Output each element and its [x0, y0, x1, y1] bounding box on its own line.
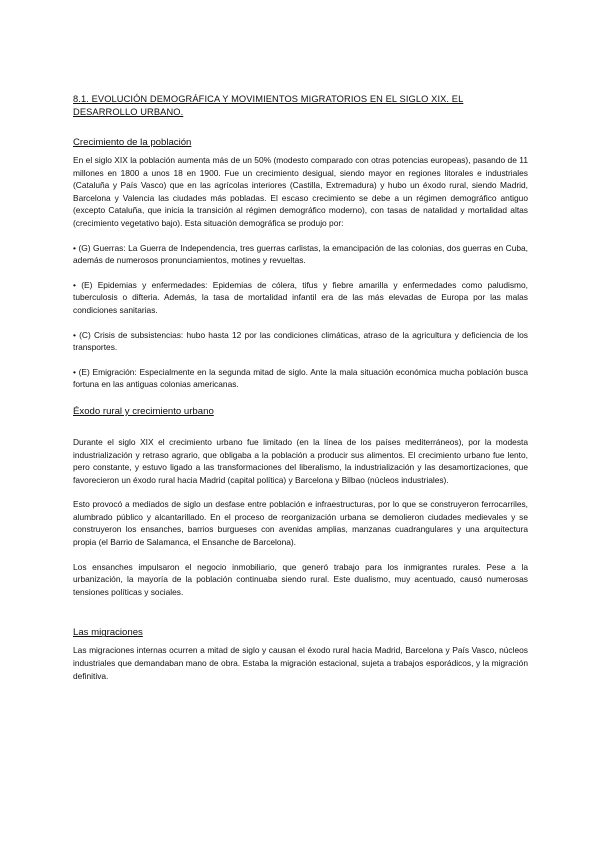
paragraph-wars: • (G) Guerras: La Guerra de Independencia, tres guerras carlistas, la emancipación de las colonias, dos guerras en Cuba, además de numerosos pronunciamientos, motines y revueltas. [73, 242, 528, 266]
document-title: 8.1. EVOLUCIÓN DEMOGRÁFICA Y MOVIMIENTOS MIGRATORIOS EN EL SIGLO XIX. EL DESARROLLO URBANO. [73, 94, 464, 117]
section-heading-migrations: Las migraciones [73, 627, 143, 639]
section-heading-population: Crecimiento de la población [73, 137, 192, 148]
section-heading-rural-exodus: Éxodo rural y crecimiento urbano [73, 405, 214, 417]
paragraph-urban-growth: Durante el siglo XIX el crecimiento urbano fue limitado (en la línea de los países mediterráneos), por la modesta industrialización y retraso agrario, que obligaba a la población a producir sus alimentos. El crecimiento urbano fue lento, pero constante, y estuvo ligado a las transformaciones del liberalismo, la industrialización y las desamortizaciones, que favorecieron un éxodo rural hacia Madrid (capital política) y Barcelona y Bilbao (núcleos industriales). [73, 436, 528, 485]
paragraph-epidemics: • (E) Epidemias y enfermedades: Epidemias de cólera, tifus y fiebre amarilla y enfermedades como paludismo, tuberculosis o difteria. Además, la tasa de mortalidad infantil era de las más elevadas de Europa por las malas condiciones sanitarias. [73, 279, 528, 315]
paragraph-subsistence-crisis: • (C) Crisis de subsistencias: hubo hasta 12 por las condiciones climáticas, atraso de la agricultura y deficiencia de los transportes. [73, 329, 528, 353]
paragraph-emigration: • (E) Emigración: Especialmente en la segunda mitad de siglo. Ante la mala situación económica mucha población busca fortuna en las antiguas colonias americanas. [73, 366, 528, 390]
paragraph-ensanches: Los ensanches impulsaron el negocio inmobiliario, que generó trabajo para los inmigrantes rurales. Pese a la urbanización, la mayoría de la población continuaba siendo rural. Este dualismo, muy acentuado, causó numerosas tensiones políticas y sociales. [73, 561, 528, 597]
paragraph-infrastructure: Esto provocó a mediados de siglo un desfase entre población e infraestructuras, por lo que se construyeron ferrocarriles, alumbrado público y alcantarillado. En el proceso de reorganización urbana se demolieron ciudades medievales y se construyeron los ensanches, barrios burgueses con avenidas amplias, manzanas cuadrangulares y una arquitectura propia (el Barrio de Salamanca, el Ensanche de Barcelona). [73, 499, 528, 548]
paragraph-internal-migrations: Las migraciones internas ocurren a mitad de siglo y causan el éxodo rural hacia Madrid, Barcelona y País Vasco, núcleos industriales que demandaban mano de obra. Estaba la migración estacional, sujeta a trabajos esporádicos, y la migración definitiva. [73, 645, 528, 681]
paragraph-population-intro: En el siglo XIX la población aumenta más de un 50% (modesto comparado con otras potencias europeas), pasando de 11 millones en 1800 a unos 18 en 1900. Fue un crecimiento desigual, siendo mayor en regiones litorales e industriales (Cataluña y País Vasco) que en las agrícolas interiores (Castilla, Extremadura) y hubo un éxodo rural, siendo Madrid, Barcelona y Valencia las ciudades más pobladas. El escaso crecimiento se debe a un régimen demográfico antiguo (excepto Cataluña, que inicia la transición al régimen demográfico moderno), con tasas de natalidad y mortalidad altas (crecimiento vegetativo bajo). Esta situación demográfica se produjo por: [73, 155, 528, 228]
document-content [73, 93, 528, 694]
